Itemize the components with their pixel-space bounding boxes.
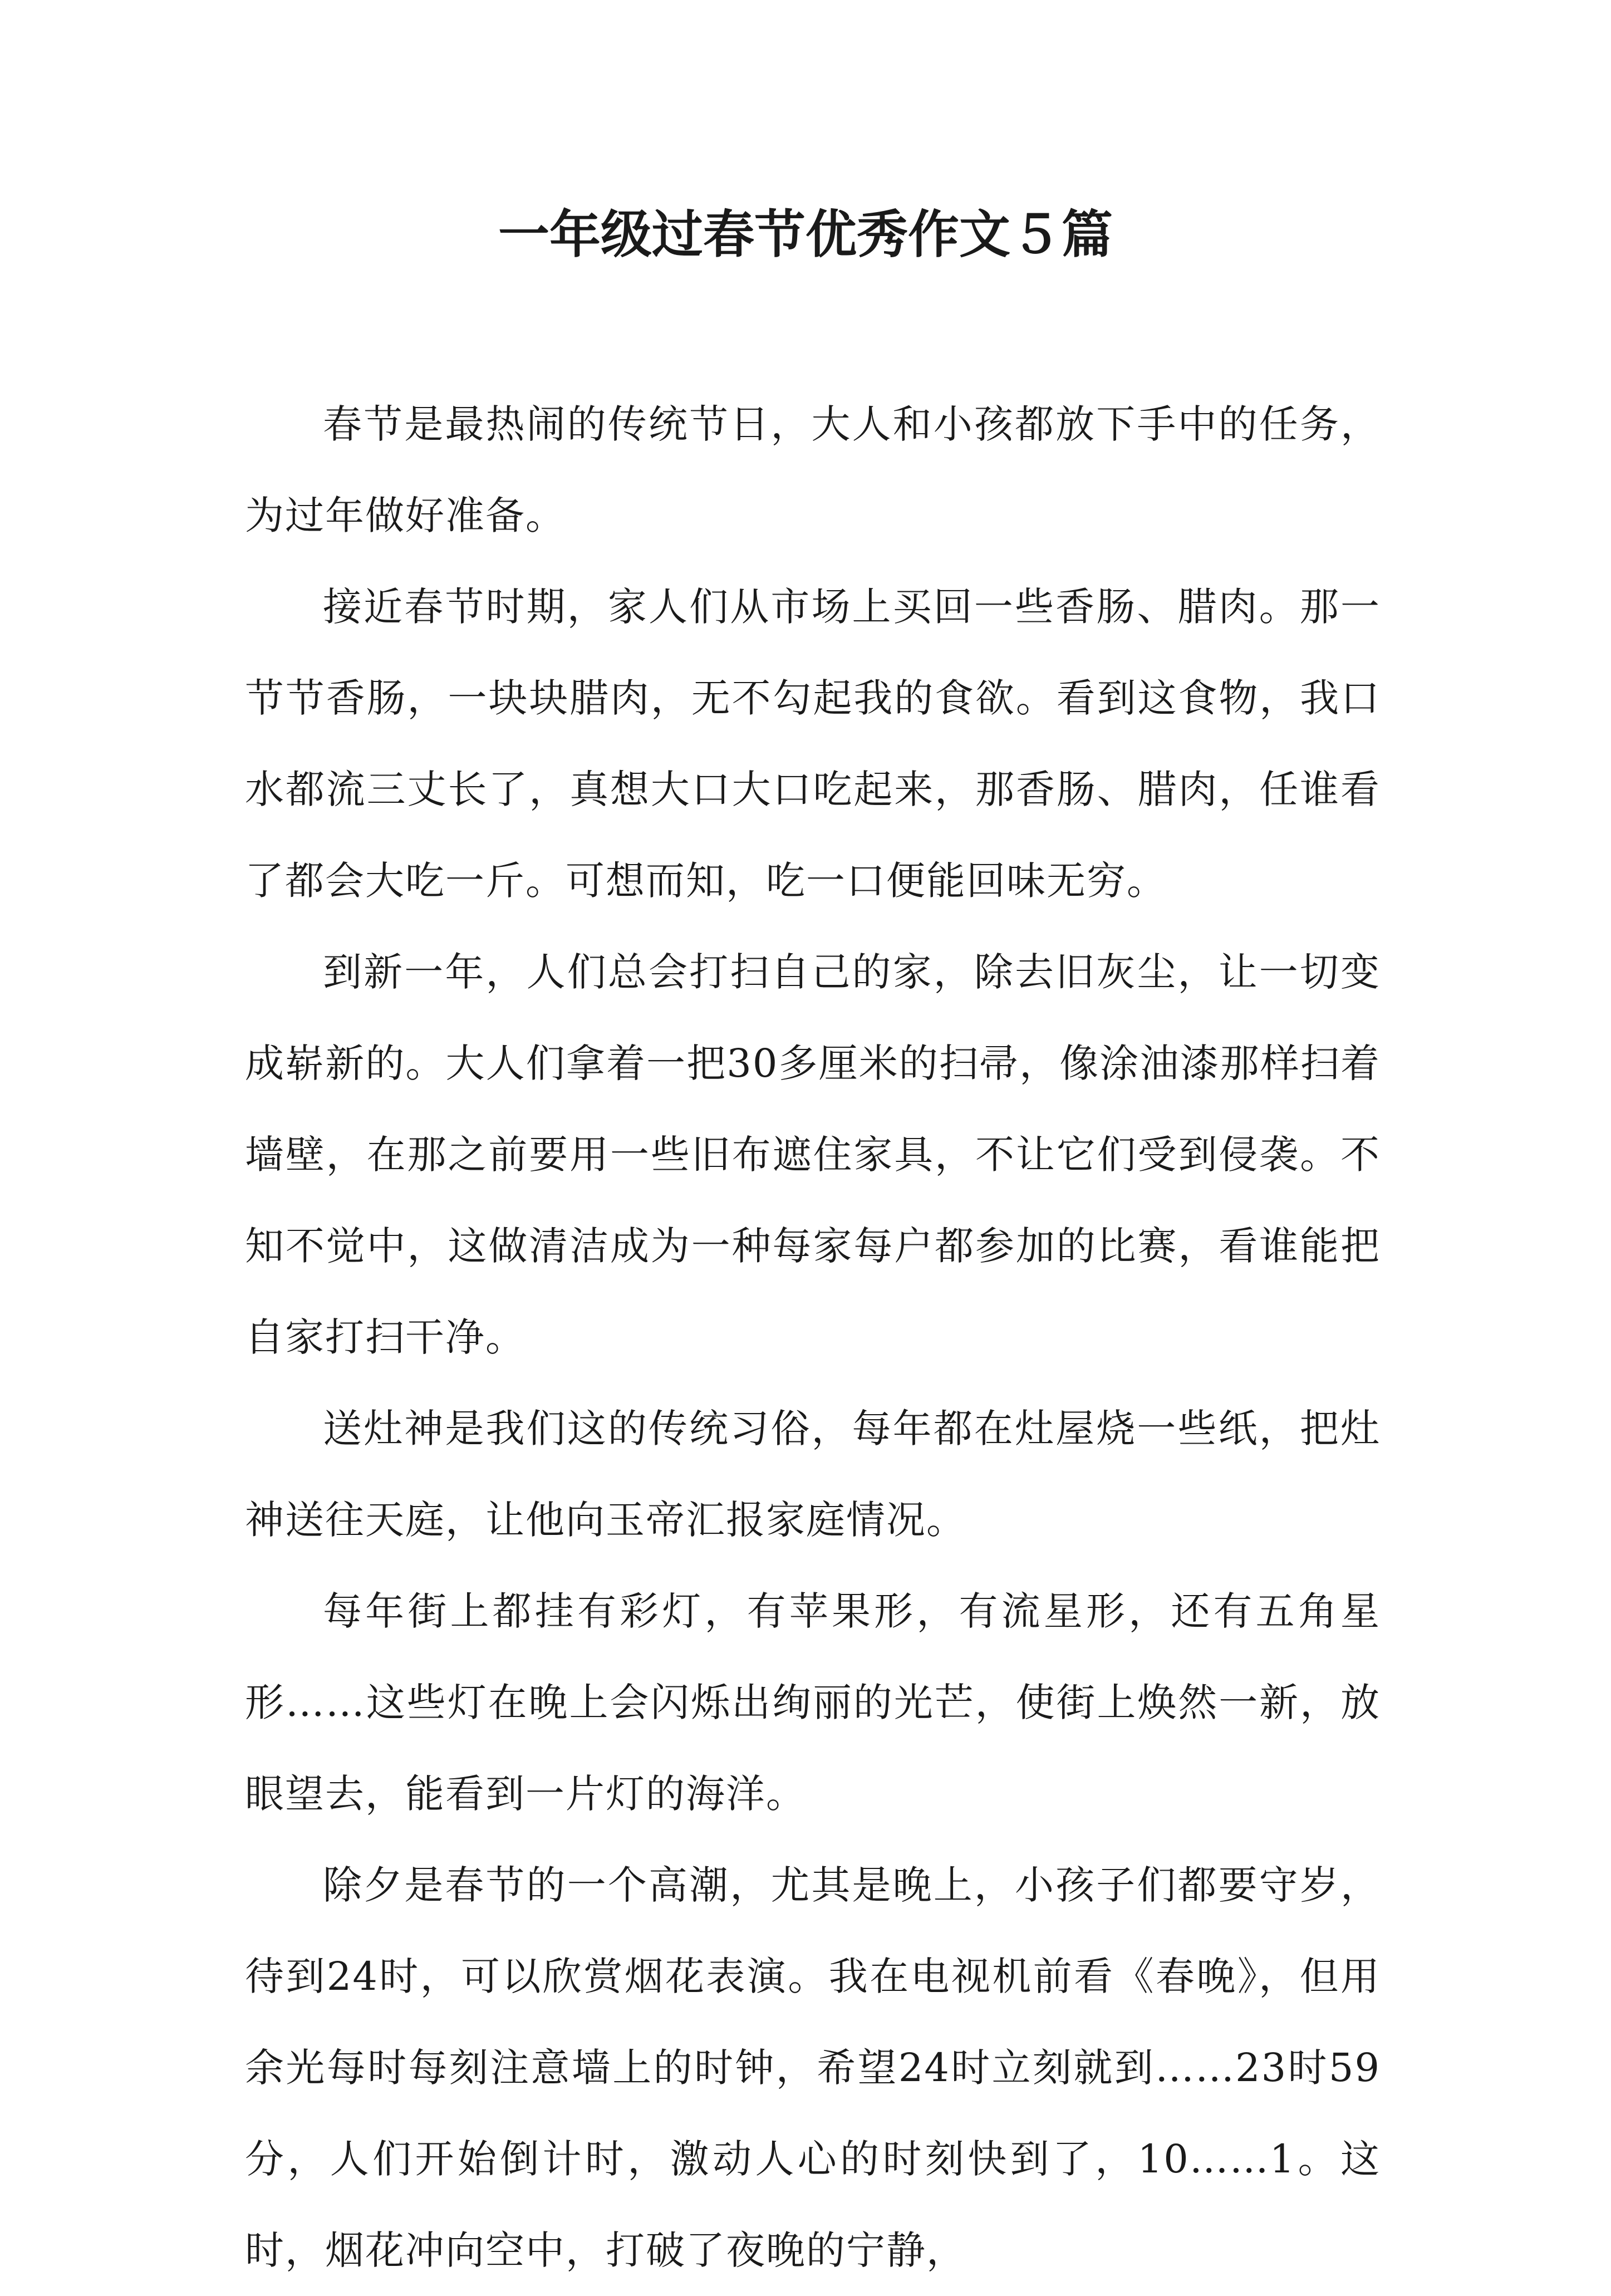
paragraph: 送灶神是我们这的传统习俗，每年都在灶屋烧一些纸，把灶神送往天庭，让他向玉帝汇报家庭情况。 — [245, 1406, 1381, 1543]
paragraph: 每年街上都挂有彩灯，有苹果形，有流星形，还有五角星形……这些灯在晚上会闪烁出绚丽的光芒，使街上焕然一新，放眼望去，能看到一片灯的海洋。 — [245, 1588, 1381, 1817]
document-title: 一年级过春节优秀作文５篇 — [498, 205, 1113, 264]
paragraph: 除夕是春节的一个高潮，尤其是晚上，小孩子们都要守岁，待到24时，可以欣赏烟花表演。我在电视机前看《春晚》，但用余光每时每刻注意墙上的时钟，希望24时立刻就到……23时59分，人们开始倒计时，激动人心的时刻快到了，10……1。这时，烟花冲向空中，打破了夜晚的宁静， — [245, 1862, 1381, 2273]
paragraph: 春节是最热闹的传统节日，大人和小孩都放下手中的任务，为过年做好准备。 — [245, 401, 1381, 538]
paragraph: 到新一年，人们总会打扫自己的家，除去旧灰尘，让一切变成崭新的。大人们拿着一把30多厘米的扫帚，像涂油漆那样扫着墙壁，在那之前要用一些旧布遮住家具，不让它们受到侵袭。不知不觉中，这做清洁成为一种每家每户都参加的比赛，看谁能把自家打扫干净。 — [245, 949, 1381, 1360]
document-body — [245, 379, 1381, 2296]
paragraph: 接近春节时期，家人们从市场上买回一些香肠、腊肉。那一节节香肠，一块块腊肉，无不勾起我的食欲。看到这食物，我口水都流三丈长了，真想大口大口吃起来，那香肠、腊肉，任谁看了都会大吃一斤。可想而知，吃一口便能回味无穷。 — [245, 584, 1381, 904]
